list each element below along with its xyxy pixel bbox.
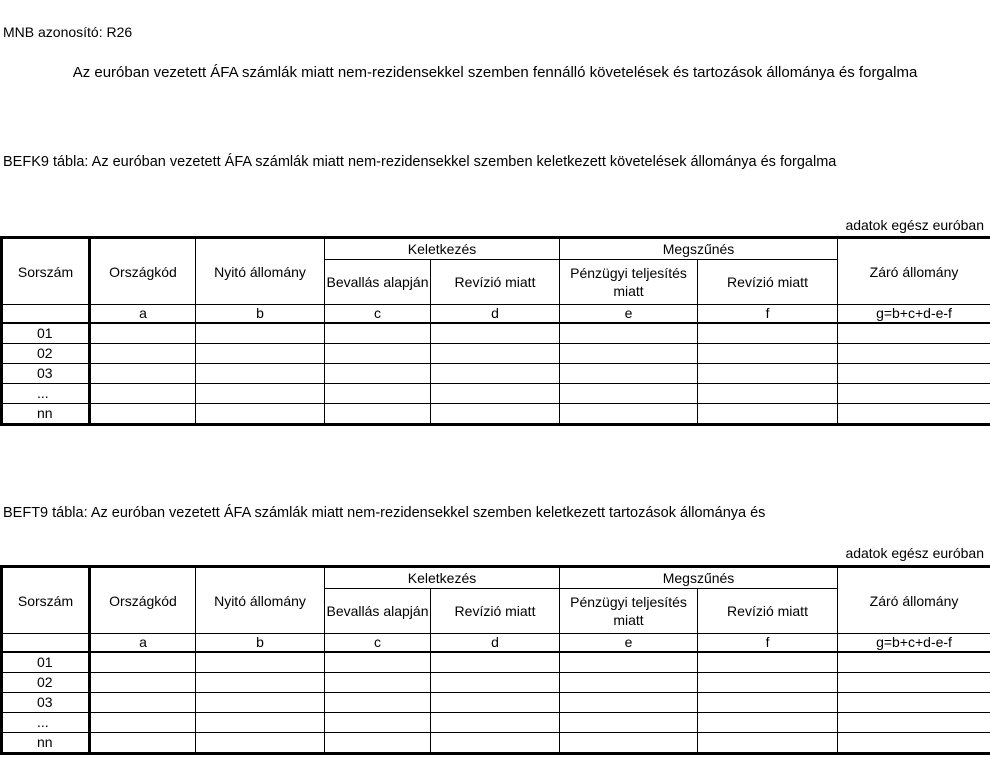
table-row bbox=[2, 733, 990, 754]
table-row bbox=[2, 404, 990, 425]
data-cell[interactable] bbox=[196, 713, 325, 733]
row-number: nn bbox=[2, 404, 90, 425]
header-orszagkod: Országkód bbox=[90, 567, 196, 634]
data-cell[interactable] bbox=[325, 693, 431, 713]
table-row bbox=[2, 344, 990, 364]
data-cell[interactable] bbox=[838, 673, 990, 693]
data-cell[interactable] bbox=[560, 673, 698, 693]
data-cell[interactable] bbox=[560, 733, 698, 754]
table-row bbox=[2, 364, 990, 384]
code-cell: a bbox=[90, 634, 196, 653]
data-cell[interactable] bbox=[431, 384, 560, 404]
data-cell[interactable] bbox=[838, 713, 990, 733]
data-cell[interactable] bbox=[90, 404, 196, 425]
data-cell[interactable] bbox=[560, 652, 698, 673]
code-cell: d bbox=[431, 634, 560, 653]
code-cell: g=b+c+d-e-f bbox=[838, 634, 990, 653]
data-cell[interactable] bbox=[196, 652, 325, 673]
data-cell[interactable] bbox=[196, 404, 325, 425]
data-cell[interactable] bbox=[90, 384, 196, 404]
code-cell: f bbox=[698, 305, 838, 324]
data-cell[interactable] bbox=[838, 364, 990, 384]
row-number: ... bbox=[2, 384, 90, 404]
table-row bbox=[2, 323, 990, 344]
data-cell[interactable] bbox=[90, 344, 196, 364]
data-cell[interactable] bbox=[698, 733, 838, 754]
data-cell[interactable] bbox=[698, 344, 838, 364]
data-cell[interactable] bbox=[196, 733, 325, 754]
table-row bbox=[2, 384, 990, 404]
header-revizio-2: Revízió miatt bbox=[698, 260, 838, 305]
table-row bbox=[2, 652, 990, 673]
code-cell: g=b+c+d-e-f bbox=[838, 305, 990, 324]
data-cell[interactable] bbox=[838, 404, 990, 425]
data-cell[interactable] bbox=[560, 364, 698, 384]
data-cell[interactable] bbox=[325, 323, 431, 344]
header-zaro: Záró állomány bbox=[838, 567, 990, 634]
page-title: Az euróban vezetett ÁFA számlák miatt nem-rezidensekkel szemben fennálló követelések és tartozások állománya és forgalma bbox=[72, 64, 918, 81]
header-nyito: Nyitó állomány bbox=[196, 238, 325, 305]
data-cell[interactable] bbox=[560, 713, 698, 733]
code-cell: f bbox=[698, 634, 838, 653]
code-cell: e bbox=[560, 305, 698, 324]
data-cell[interactable] bbox=[560, 344, 698, 364]
header-sorszam: Sorszám bbox=[2, 238, 90, 305]
table2-title: BEFT9 tábla: Az euróban vezetett ÁFA számlák miatt nem-rezidensekkel szemben keletkezett tartozások állománya és bbox=[3, 505, 766, 521]
data-cell[interactable] bbox=[698, 364, 838, 384]
data-cell[interactable] bbox=[90, 713, 196, 733]
data-cell[interactable] bbox=[838, 733, 990, 754]
row-number: 02 bbox=[2, 673, 90, 693]
code-cell: c bbox=[325, 305, 431, 324]
header-revizio: Revízió miatt bbox=[431, 589, 560, 634]
header-penzugyi: Pénzügyi teljesítés miatt bbox=[560, 589, 698, 634]
row-number: nn bbox=[2, 733, 90, 754]
data-cell[interactable] bbox=[431, 344, 560, 364]
data-cell[interactable] bbox=[90, 693, 196, 713]
data-cell[interactable] bbox=[325, 673, 431, 693]
header-megszunes: Megszűnés bbox=[560, 238, 838, 260]
data-cell[interactable] bbox=[698, 673, 838, 693]
data-cell[interactable] bbox=[90, 673, 196, 693]
data-cell[interactable] bbox=[325, 713, 431, 733]
table2-unit-note: adatok egész euróban bbox=[845, 545, 984, 561]
data-cell[interactable] bbox=[196, 364, 325, 384]
data-cell[interactable] bbox=[90, 323, 196, 344]
table-row bbox=[2, 693, 990, 713]
data-cell[interactable] bbox=[431, 323, 560, 344]
data-cell[interactable] bbox=[838, 323, 990, 344]
row-number: 02 bbox=[2, 344, 90, 364]
data-cell[interactable] bbox=[560, 384, 698, 404]
code-cell: d bbox=[431, 305, 560, 324]
code-cell: b bbox=[196, 305, 325, 324]
row-number: ... bbox=[2, 713, 90, 733]
data-cell[interactable] bbox=[838, 652, 990, 673]
row-number: 03 bbox=[2, 364, 90, 384]
data-cell[interactable] bbox=[196, 384, 325, 404]
data-cell[interactable] bbox=[325, 733, 431, 754]
table-row bbox=[2, 673, 990, 693]
data-cell[interactable] bbox=[698, 652, 838, 673]
data-cell[interactable] bbox=[560, 404, 698, 425]
data-cell[interactable] bbox=[431, 364, 560, 384]
header-megszunes: Megszűnés bbox=[560, 567, 838, 589]
data-cell[interactable] bbox=[325, 404, 431, 425]
table1-unit-note: adatok egész euróban bbox=[845, 217, 984, 233]
data-cell[interactable] bbox=[325, 384, 431, 404]
header-revizio: Revízió miatt bbox=[431, 260, 560, 305]
header-orszagkod: Országkód bbox=[90, 238, 196, 305]
mnb-identifier: MNB azonosító: R26 bbox=[3, 24, 133, 40]
data-cell[interactable] bbox=[698, 404, 838, 425]
code-cell: b bbox=[196, 634, 325, 653]
data-cell[interactable] bbox=[196, 673, 325, 693]
data-cell[interactable] bbox=[560, 323, 698, 344]
header-penzugyi: Pénzügyi teljesítés miatt bbox=[560, 260, 698, 305]
data-cell[interactable] bbox=[325, 344, 431, 364]
data-cell[interactable] bbox=[838, 344, 990, 364]
header-zaro: Záró állomány bbox=[838, 238, 990, 305]
header-sorszam: Sorszám bbox=[2, 567, 90, 634]
data-cell[interactable] bbox=[698, 323, 838, 344]
header-bevallas: Bevallás alapján bbox=[325, 589, 431, 634]
data-cell[interactable] bbox=[838, 384, 990, 404]
table-row bbox=[2, 713, 990, 733]
header-keletkezes: Keletkezés bbox=[325, 238, 560, 260]
data-cell[interactable] bbox=[698, 384, 838, 404]
data-cell[interactable] bbox=[196, 693, 325, 713]
data-cell[interactable] bbox=[196, 344, 325, 364]
code-cell: a bbox=[90, 305, 196, 324]
code-cell: c bbox=[325, 634, 431, 653]
data-cell[interactable] bbox=[431, 404, 560, 425]
code-cell bbox=[2, 305, 90, 324]
data-cell[interactable] bbox=[325, 364, 431, 384]
table1-title: BEFK9 tábla: Az euróban vezetett ÁFA számlák miatt nem-rezidensekkel szemben keletkezett követelések állománya és forgalma bbox=[3, 154, 837, 170]
data-cell[interactable] bbox=[431, 652, 560, 673]
data-cell[interactable] bbox=[431, 713, 560, 733]
data-cell[interactable] bbox=[560, 693, 698, 713]
data-cell[interactable] bbox=[838, 693, 990, 713]
befk9-table bbox=[0, 236, 990, 426]
row-number: 01 bbox=[2, 323, 90, 344]
row-number: 03 bbox=[2, 693, 90, 713]
code-cell: e bbox=[560, 634, 698, 653]
header-revizio-2: Revízió miatt bbox=[698, 589, 838, 634]
header-keletkezes: Keletkezés bbox=[325, 567, 560, 589]
data-cell[interactable] bbox=[90, 364, 196, 384]
data-cell[interactable] bbox=[698, 693, 838, 713]
header-nyito: Nyitó állomány bbox=[196, 567, 325, 634]
beft9-table bbox=[0, 565, 990, 755]
data-cell[interactable] bbox=[325, 652, 431, 673]
data-cell[interactable] bbox=[90, 652, 196, 673]
data-cell[interactable] bbox=[90, 733, 196, 754]
data-cell[interactable] bbox=[431, 733, 560, 754]
row-number: 01 bbox=[2, 652, 90, 673]
data-cell[interactable] bbox=[431, 693, 560, 713]
data-cell[interactable] bbox=[698, 713, 838, 733]
code-cell bbox=[2, 634, 90, 653]
header-bevallas: Bevallás alapján bbox=[325, 260, 431, 305]
data-cell[interactable] bbox=[196, 323, 325, 344]
data-cell[interactable] bbox=[431, 673, 560, 693]
